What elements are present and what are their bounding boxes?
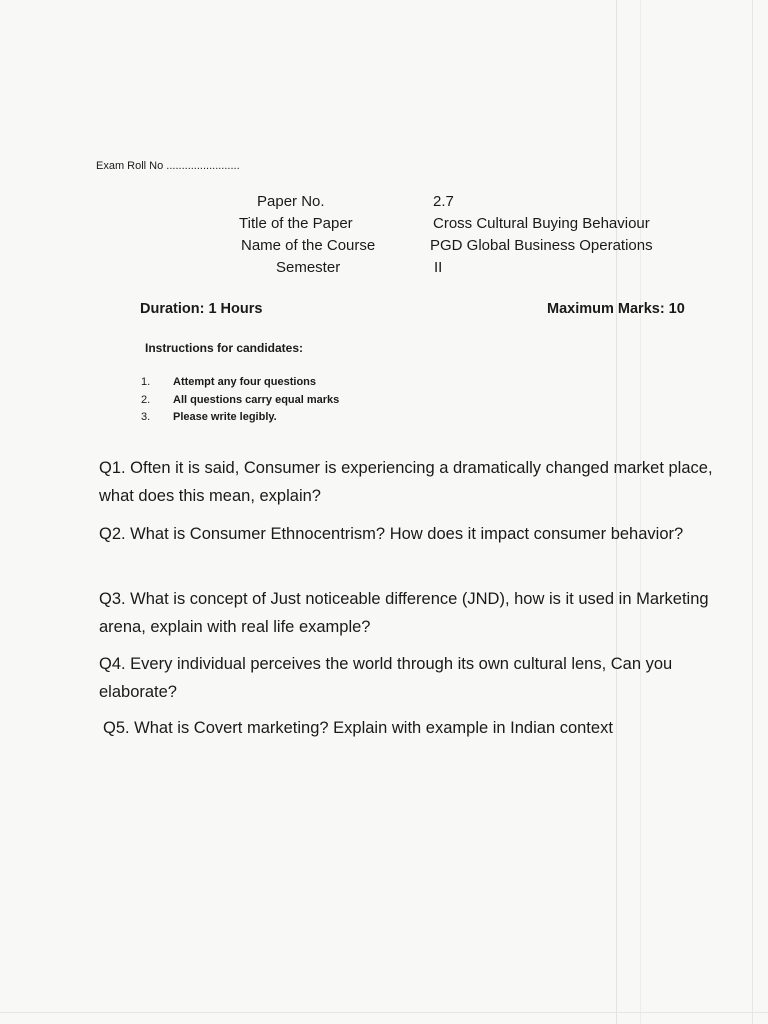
exam-roll-no: Exam Roll No ........................ bbox=[96, 160, 240, 172]
course-name-value: PGD Global Business Operations bbox=[430, 237, 653, 254]
paper-no-label: Paper No. bbox=[257, 193, 325, 210]
instructions-list bbox=[141, 374, 339, 427]
instruction-text: All questions carry equal marks bbox=[173, 393, 340, 406]
instruction-item bbox=[141, 374, 339, 392]
scan-edge-line bbox=[640, 0, 641, 1024]
maximum-marks: Maximum Marks: 10 bbox=[547, 301, 685, 317]
question-3: Q3. What is concept of Just noticeable difference (JND), how is it used in Marketing arena, explain with real life example? bbox=[99, 590, 709, 636]
paper-title-value: Cross Cultural Buying Behaviour bbox=[433, 215, 650, 232]
question-5: Q5. What is Covert marketing? Explain with example in Indian context bbox=[103, 719, 613, 737]
instruction-text: Please write legibly. bbox=[173, 411, 277, 423]
question-1: Q1. Often it is said, Consumer is experiencing a dramatically changed market place, what does this mean, explain? bbox=[99, 459, 713, 505]
instruction-item bbox=[141, 392, 339, 410]
instruction-text: Attempt any four questions bbox=[173, 376, 317, 388]
paper-no-value: 2.7 bbox=[433, 193, 454, 210]
instructions-title: Instructions for candidates: bbox=[145, 341, 304, 355]
paper-title-label: Title of the Paper bbox=[239, 215, 353, 232]
scan-edge-line bbox=[752, 0, 753, 1024]
question-4: Q4. Every individual perceives the world through its own cultural lens, Can you elaborate? bbox=[99, 655, 673, 701]
scan-edge-line bbox=[0, 1012, 768, 1013]
instruction-number: 2. bbox=[141, 393, 151, 406]
course-name-label: Name of the Course bbox=[241, 237, 376, 254]
scan-edge-line bbox=[616, 0, 617, 1024]
instruction-number: 3. bbox=[141, 411, 151, 423]
semester-label: Semester bbox=[276, 259, 341, 276]
instruction-item bbox=[141, 409, 339, 427]
question-2: Q2. What is Consumer Ethnocentrism? How does it impact consumer behavior? bbox=[99, 525, 684, 543]
instruction-number: 1. bbox=[141, 376, 151, 388]
duration: Duration: 1 Hours bbox=[140, 301, 263, 317]
semester-value: II bbox=[434, 259, 443, 276]
